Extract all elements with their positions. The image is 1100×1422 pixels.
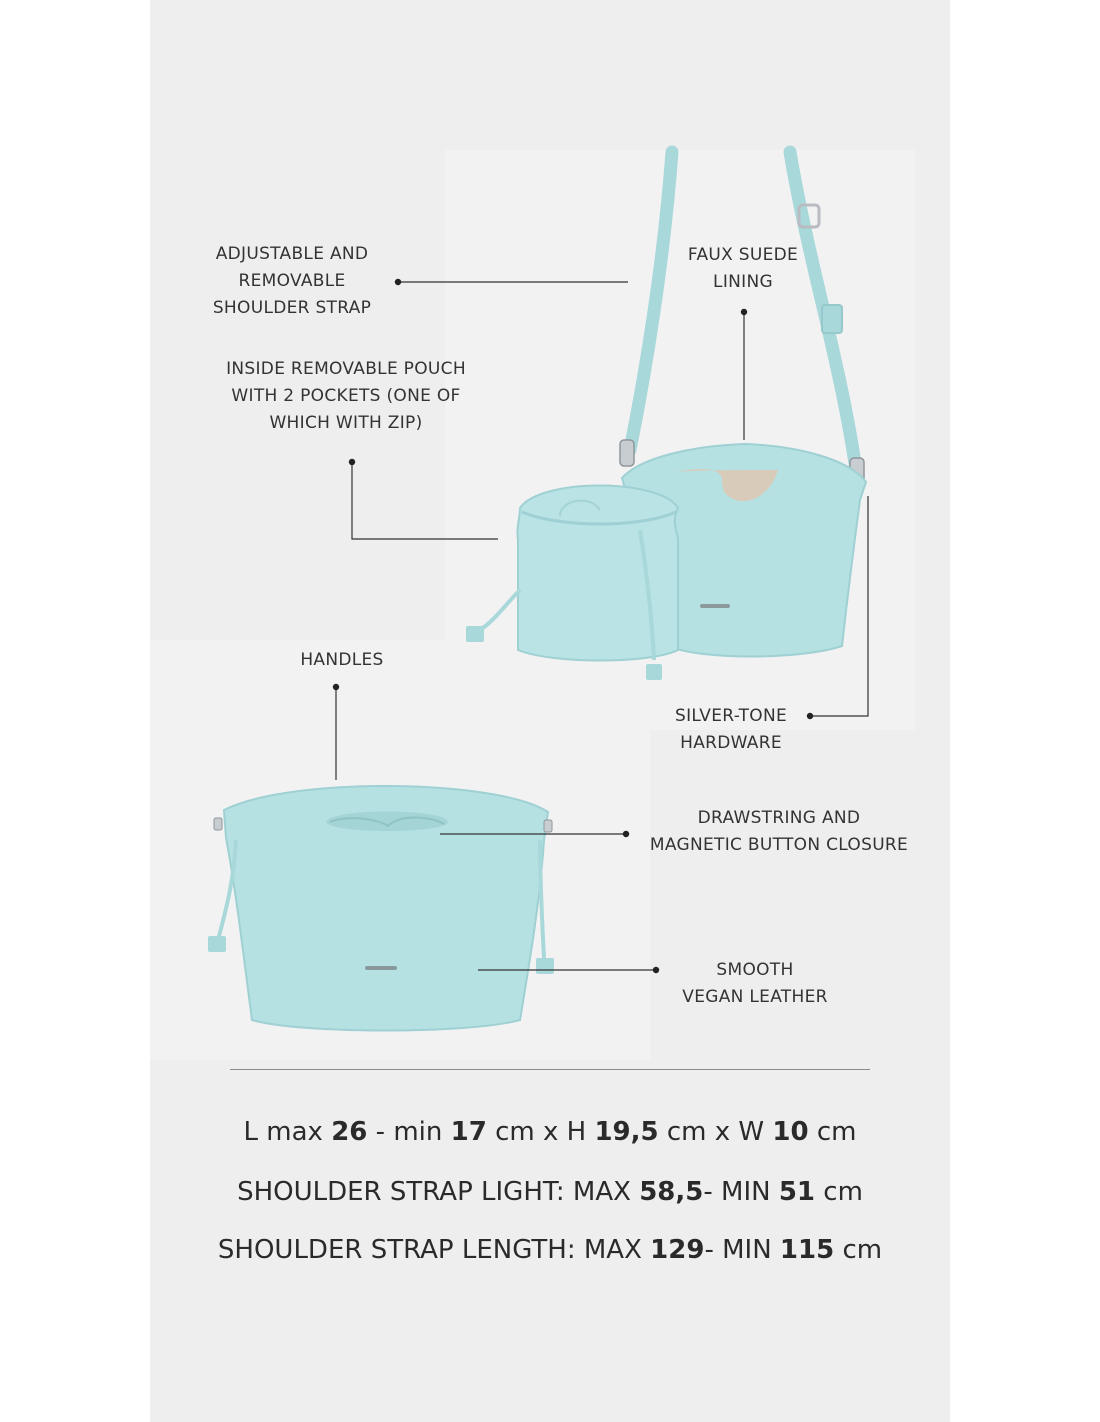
dimensions-line-strap-length: SHOULDER STRAP LENGTH: MAX 129- MIN 115 cm (217, 1235, 883, 1265)
closure-callout-label: DRAWSTRING AND MAGNETIC BUTTON CLOSURE (649, 808, 909, 855)
pouch (466, 486, 678, 681)
lining-callout-label: FAUX SUEDE LINING (687, 245, 799, 292)
handles-callout-label: HANDLES (300, 650, 384, 670)
hardware-callout-label: SILVER-TONE HARDWARE (675, 706, 787, 753)
pouch-callout-line (352, 462, 498, 539)
leather-callout-label: SMOOTH VEGAN LEATHER (682, 960, 828, 1007)
dimensions-line-size: L max 26 - min 17 cm x H 19,5 cm x W 10 cm (243, 1117, 857, 1147)
dimensions-line-strap-light: SHOULDER STRAP LIGHT: MAX 58,5- MIN 51 cm (237, 1177, 863, 1207)
pouch-callout-label: INSIDE REMOVABLE POUCH WITH 2 POCKETS (ONE OF WHICH WITH ZIP) (226, 359, 466, 433)
bag-bottom (208, 786, 554, 1031)
divider (230, 1069, 870, 1070)
strap-callout-label: ADJUSTABLE AND REMOVABLE SHOULDER STRAP (212, 244, 372, 318)
